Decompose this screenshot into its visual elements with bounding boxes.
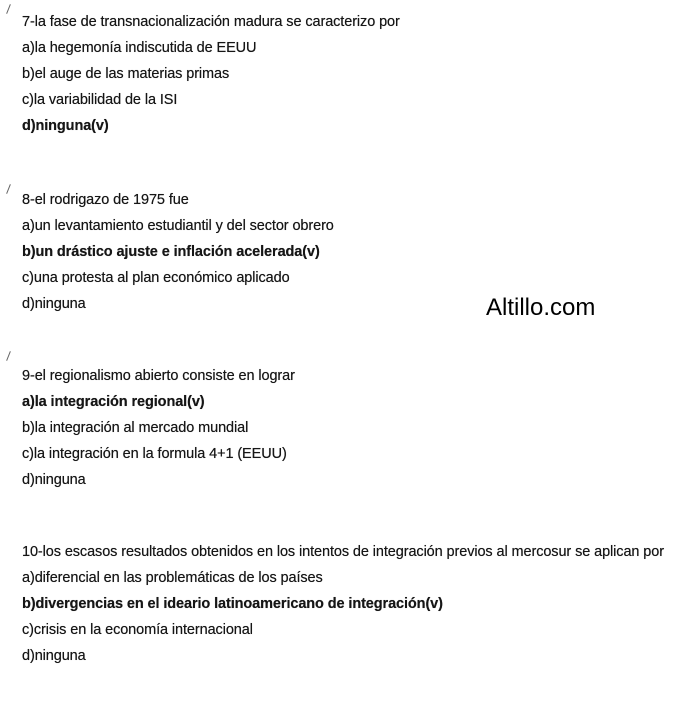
option-a: a)la hegemonía indiscutida de EEUU: [22, 40, 257, 56]
question-8: [22, 187, 698, 317]
option-a: a)diferencial en las problemáticas de los países: [22, 570, 323, 586]
option-d: d)ninguna: [22, 472, 86, 488]
option-d: d)ninguna: [22, 648, 86, 664]
scan-mark: [6, 184, 11, 194]
option-c: c)crisis en la economía internacional: [22, 622, 253, 638]
scan-mark: [6, 351, 11, 361]
question-10: [22, 539, 698, 669]
question-title: 7-la fase de transnacionalización madura se caracterizo por: [22, 14, 400, 30]
option-d: d)ninguna: [22, 296, 86, 312]
option-c: c)la variabilidad de la ISI: [22, 92, 178, 108]
option-b: b)la integración al mercado mundial: [22, 420, 249, 436]
option-c: c)la integración en la formula 4+1 (EEUU): [22, 446, 287, 462]
question-7: [22, 9, 698, 139]
option-b-correct: b)divergencias en el ideario latinoamericano de integración(v): [22, 596, 443, 612]
option-b-correct: b)un drástico ajuste e inflación acelerada(v): [22, 244, 320, 260]
question-title: 9-el regionalismo abierto consiste en lograr: [22, 368, 295, 384]
option-b: b)el auge de las materias primas: [22, 66, 230, 82]
option-a: a)un levantamiento estudiantil y del sector obrero: [22, 218, 334, 234]
scan-mark: [6, 4, 11, 14]
option-a-correct: a)la integración regional(v): [22, 394, 205, 410]
option-c: c)una protesta al plan económico aplicado: [22, 270, 290, 286]
question-title: 8-el rodrigazo de 1975 fue: [22, 192, 189, 208]
question-title: 10-los escasos resultados obtenidos en los intentos de integración previos al mercosur se aplican por: [22, 544, 664, 560]
question-9: [22, 363, 698, 493]
option-d-correct: d)ninguna(v): [22, 118, 109, 134]
watermark-text: Altillo.com: [486, 294, 596, 321]
